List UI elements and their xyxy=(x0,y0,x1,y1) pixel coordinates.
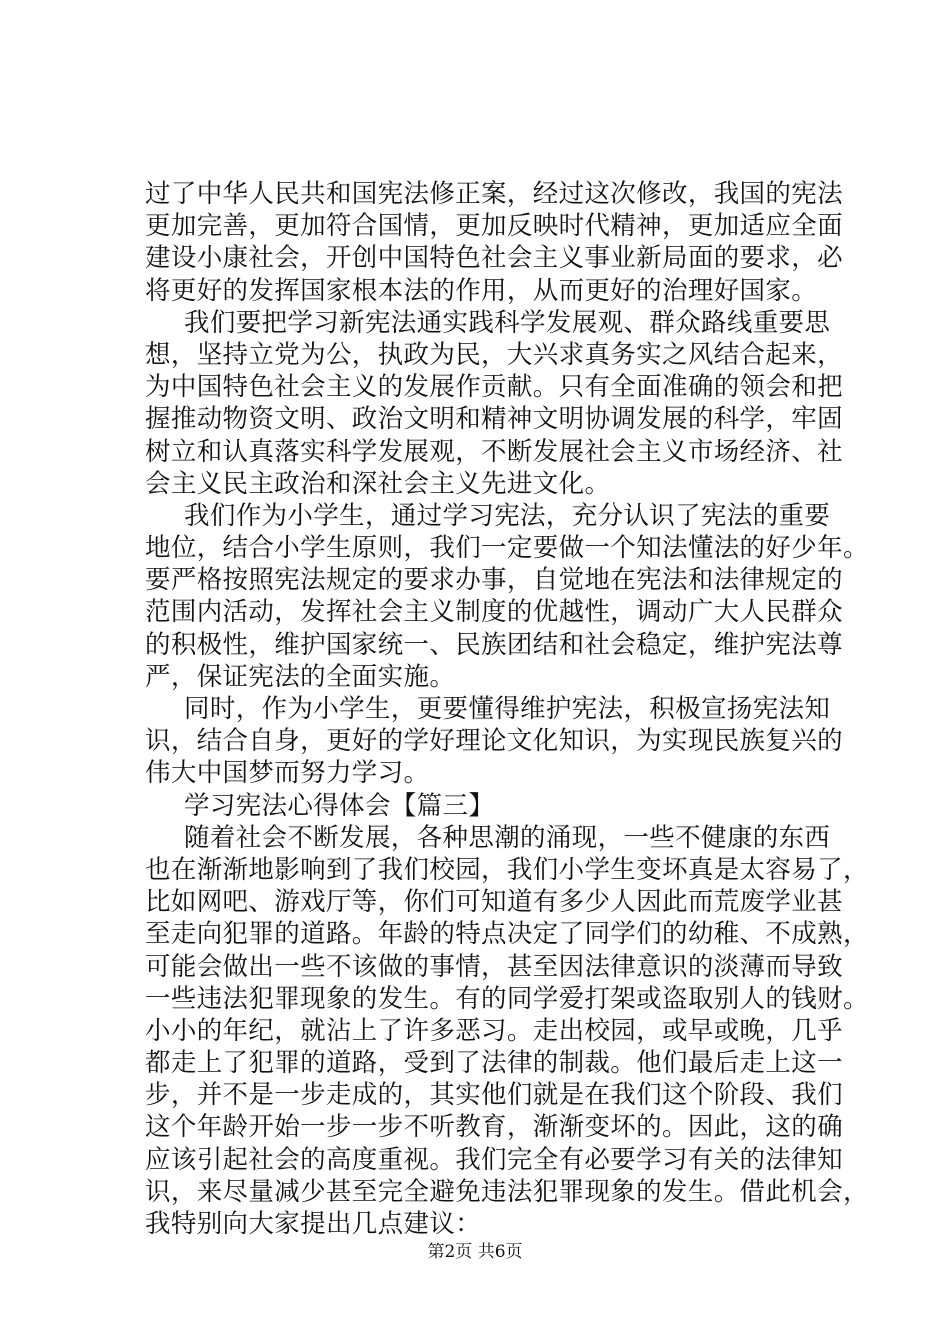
text-line: 小小的年纪，就沾上了许多恶习。走出校园，或早或晚，几乎 xyxy=(145,1015,843,1046)
text-line: 一些违法犯罪现象的发生。有的同学爱打架或盗取别人的钱财。 xyxy=(145,983,869,1014)
text-line: 范围内活动，发挥社会主义制度的优越性，调动广大人民群众 xyxy=(145,597,843,628)
text-line: 伟大中国梦而努力学习。 xyxy=(145,758,430,789)
text-line: 至走向犯罪的道路。年龄的特点决定了同学们的幼稚、不成熟， xyxy=(145,919,869,950)
text-line: 比如网吧、游戏厅等，你们可知道有多少人因此而荒废学业甚 xyxy=(145,887,843,918)
page-number-footer: 第2页 共6页 xyxy=(427,1242,523,1262)
text-line: 过了中华人民共和国宪法修正案，经过这次修改，我国的宪法 xyxy=(145,179,843,209)
text-line: 我们要把学习新宪法通实践科学发展观、群众路线重要思 xyxy=(184,307,831,338)
text-line: 建设小康社会，开创中国特色社会主义事业新局面的要求，必 xyxy=(145,243,843,274)
text-line: 想，坚持立党为公，执政为民，大兴求真务实之风结合起来， xyxy=(145,339,843,370)
text-line: 随着社会不断发展，各种思潮的涌现，一些不健康的东西 xyxy=(184,822,831,853)
section-heading: 学习宪法心得体会【篇三】 xyxy=(184,790,495,821)
text-line: 会主义民主政治和深社会主义先进文化。 xyxy=(145,468,611,499)
text-line: 可能会做出一些不该做的事情，甚至因法律意识的淡薄而导致 xyxy=(145,951,843,982)
text-line: 都走上了犯罪的道路，受到了法律的制裁。他们最后走上这一 xyxy=(145,1048,843,1079)
text-line: 树立和认真落实科学发展观，不断发展社会主义市场经济、社 xyxy=(145,436,843,467)
text-line: 地位，结合小学生原则，我们一定要做一个知法懂法的好少年。 xyxy=(145,533,869,564)
text-line: 为中国特色社会主义的发展作贡献。只有全面准确的领会和把 xyxy=(145,372,843,403)
text-line: 识，来尽量减少甚至完全避免违法犯罪现象的发生。借此机会， xyxy=(145,1176,869,1207)
text-line: 识，结合自身，更好的学好理论文化知识，为实现民族复兴的 xyxy=(145,726,843,757)
text-line: 严，保证宪法的全面实施。 xyxy=(145,661,456,692)
text-line: 这个年龄开始一步一步不听教育，渐渐变坏的。因此，这的确 xyxy=(145,1112,843,1143)
text-line: 更加完善，更加符合国情，更加反映时代精神，更加适应全面 xyxy=(145,211,843,242)
text-line: 我特别向大家提出几点建议： xyxy=(145,1209,482,1239)
document-body xyxy=(145,178,869,1240)
text-line: 握推动物资文明、政治文明和精神文明协调发展的科学，牢固 xyxy=(145,404,843,435)
text-line: 的积极性，维护国家统一、民族团结和社会稳定，维护宪法尊 xyxy=(145,629,843,660)
text-line: 将更好的发挥国家根本法的作用，从而更好的治理好国家。 xyxy=(145,275,818,306)
text-line: 我们作为小学生，通过学习宪法，充分认识了宪法的重要 xyxy=(184,500,831,531)
text-line: 应该引起社会的高度重视。我们完全有必要学习有关的法律知 xyxy=(145,1144,843,1175)
text-line: 步，并不是一步走成的，其实他们就是在我们这个阶段、我们 xyxy=(145,1080,843,1111)
text-line: 要严格按照宪法规定的要求办事，自觉地在宪法和法律规定的 xyxy=(145,565,843,596)
text-line: 同时，作为小学生，更要懂得维护宪法，积极宣扬宪法知 xyxy=(184,694,831,724)
text-line: 也在渐渐地影响到了我们校园，我们小学生变坏真是太容易了， xyxy=(145,854,869,885)
